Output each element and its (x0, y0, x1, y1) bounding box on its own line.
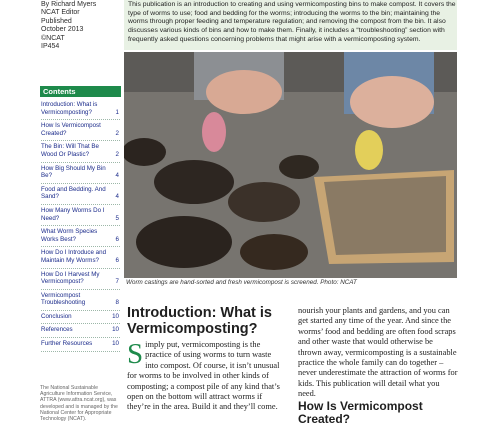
toc-item-label: Further Resources (41, 340, 93, 348)
toc-item[interactable] (41, 247, 120, 268)
toc-item-page: 6 (115, 256, 119, 264)
author-role: NCAT Editor (41, 9, 80, 17)
toc-item[interactable] (41, 324, 120, 338)
toc-item-page: 10 (112, 326, 119, 334)
section-heading-introduction: Introduction: What is Vermicomposting? (127, 305, 272, 337)
toc-item-label: How Many Worms Do I Need? (41, 206, 105, 222)
publication-code: IP454 (41, 43, 60, 51)
vermicompost-photo (124, 52, 457, 278)
toc-item-label: References (41, 326, 73, 334)
table-of-contents (41, 99, 120, 352)
toc-item-label: Vermicompost Troubleshooting (41, 291, 86, 307)
section-heading-how-created: How Is Vermicompost Created? (298, 399, 423, 426)
author: By Richard Myers (41, 1, 97, 8)
toc-item[interactable] (41, 338, 120, 352)
toc-item-label: How Do I Introduce and Maintain My Worms? (41, 249, 107, 264)
section-body-continued: nourish your plants and gardens, and you can get started any time of the year. And since the worms’ food and bedding are often food scraps and other waste that would otherwise be thrown away, vermicomposting is a sustainable practice the whole family can do together – never underestimate the attraction of worms for kids. This publication will detail what you need. (298, 306, 458, 399)
photo-illustration (124, 52, 457, 278)
publication-meta (41, 1, 121, 51)
toc-item-page: 4 (115, 172, 119, 180)
toc-item[interactable] (41, 99, 120, 120)
toc-item[interactable] (41, 205, 120, 226)
toc-item-label: How Big Should My Bin Be? (41, 164, 106, 180)
toc-item[interactable] (41, 184, 120, 205)
toc-item-label: How Do I Harvest My Vermicompost? (41, 270, 100, 286)
toc-item[interactable] (41, 226, 120, 247)
toc-item-page: 10 (112, 312, 119, 320)
toc-item-page: 4 (115, 193, 119, 201)
toc-item[interactable] (41, 120, 120, 141)
toc-item[interactable] (41, 141, 120, 162)
toc-item-label: Food and Bedding. And Sand? (41, 185, 106, 201)
toc-item-page: 6 (115, 235, 119, 243)
toc-item[interactable] (41, 163, 120, 184)
toc-item-label: How Is Vermicompost Created? (41, 122, 101, 137)
published-label: Published (41, 17, 72, 25)
toc-item-label: Conclusion (41, 312, 72, 320)
toc-item-page: 7 (115, 278, 119, 286)
copyright: ©NCAT (41, 34, 65, 42)
publication-date: October 2013 (41, 26, 84, 34)
toc-item-page: 5 (115, 214, 119, 222)
toc-item-page: 8 (115, 299, 119, 307)
section-body-introduction (127, 340, 285, 413)
toc-item[interactable] (41, 290, 120, 311)
toc-item-label: The Bin: Will That Be Wood Or Plastic? (41, 143, 100, 158)
toc-item-page: 2 (115, 150, 119, 158)
attra-note: The National Sustainable Agriculture Information Service, ATTRA (www.attra.ncat.org), was developed and is managed by the National Center for Appropriate Technology (NCAT). (40, 385, 118, 423)
photo-caption: Worm castings are hand-sorted and fresh vermicompost is screened. Photo: NCAT (126, 279, 357, 286)
drop-cap: S (127, 338, 144, 370)
toc-item-page: 10 (112, 340, 119, 348)
toc-item[interactable] (41, 269, 120, 290)
toc-item-label: What Worm Species Works Best? (41, 228, 98, 243)
toc-item[interactable] (41, 311, 120, 325)
toc-item-page: 1 (115, 108, 119, 116)
contents-heading: Contents (40, 86, 121, 97)
toc-item-page: 2 (115, 129, 119, 137)
introduction-text: imply put, vermicomposting is the practice of using worms to turn waste into compost. Of course, it isn’t unusual for worms to be involved in other kinds of composting; a compost pile of any kind that’s open on the bottom will attract worms if they’re in the area. Build it and they’ll come. (127, 340, 280, 412)
toc-item-label: Introduction: What is Vermicomposting? (41, 101, 98, 116)
summary-text: This publication is an introduction to creating and using vermicomposting bins to make compost. It covers the type of worms to use; food and bedding for the worms; introducing the worms to the bin; maintaining the worms through proper feeding and temperature regulation; and removing the compost from the bin. It also discusses various kinds of bins and how to make them. Finally, it includes a “troubleshooting” section with frequently asked questions concerning problems that might arise with a vermicomposting system. (128, 1, 456, 43)
sidebar (0, 0, 122, 423)
